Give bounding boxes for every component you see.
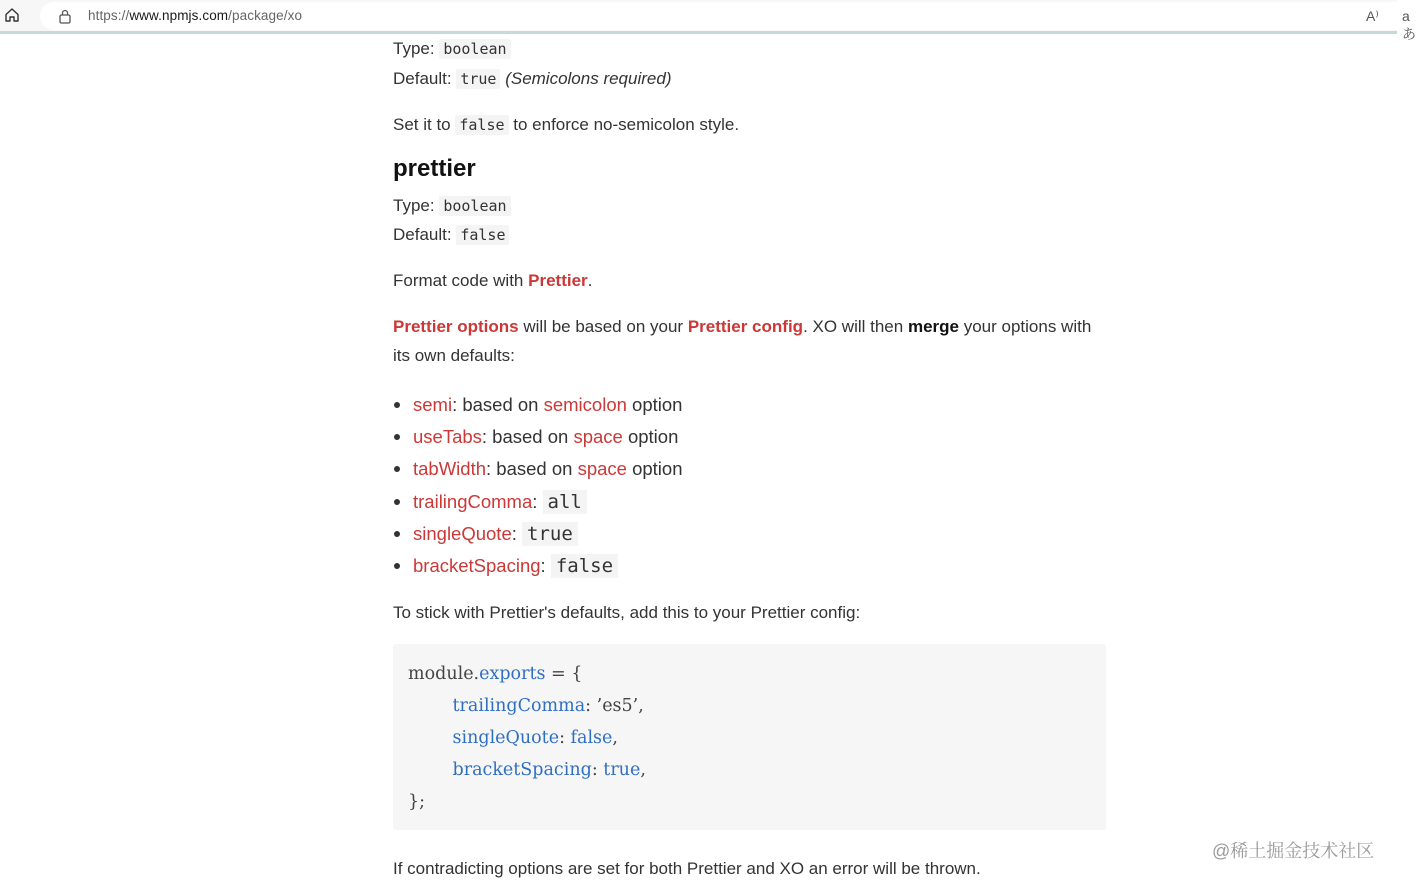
- list-item-tail: option: [632, 394, 683, 415]
- list-item: [393, 550, 1093, 582]
- type-value: boolean: [439, 39, 510, 59]
- prettier-heading: prettier: [393, 155, 476, 182]
- semi-link[interactable]: semi: [413, 394, 453, 415]
- code-token: singleQuote: [452, 728, 560, 748]
- code-token: :: [591, 760, 604, 780]
- code-token: : ’es5’,: [585, 696, 644, 716]
- type-label: Type:: [393, 39, 435, 58]
- semicolon-description: [393, 110, 739, 140]
- code-token: ,: [612, 728, 618, 748]
- bracketspacing-link[interactable]: bracketSpacing: [413, 554, 541, 576]
- space-option-link[interactable]: space: [573, 426, 623, 448]
- error-paragraph: If contradicting options are set for both Prettier and XO an error will be thrown.: [393, 859, 981, 878]
- code-token: ,: [640, 760, 646, 780]
- code-token: module.: [408, 664, 480, 684]
- list-item: [393, 453, 1093, 485]
- list-item-sep: : based on: [486, 458, 573, 480]
- code-token: };: [408, 792, 426, 812]
- list-item-tail: option: [632, 458, 683, 480]
- para-end: your options with: [963, 317, 1092, 336]
- list-item-sep: :: [540, 554, 546, 576]
- merge-bold: merge: [907, 317, 959, 336]
- list-item-tail: option: [627, 426, 679, 448]
- code-token: trailingComma: [452, 696, 586, 716]
- semicolon-default-line: [393, 64, 671, 94]
- list-item-value: true: [522, 522, 578, 546]
- default-label: Default:: [393, 69, 452, 88]
- url-scheme: https://: [88, 8, 130, 23]
- type-value: boolean: [439, 196, 510, 216]
- prettier-options-link[interactable]: Prettier options: [393, 317, 519, 336]
- code-token: true: [603, 760, 641, 780]
- default-value: false: [456, 225, 509, 245]
- default-value: true: [456, 69, 500, 89]
- prettier-link[interactable]: Prettier: [528, 271, 588, 290]
- list-item-sep: : based on: [452, 394, 539, 415]
- singlequote-link[interactable]: singleQuote: [413, 522, 512, 544]
- url-text[interactable]: [88, 8, 302, 23]
- watermark: @稀土掘金技术社区: [1212, 841, 1375, 861]
- code-token: exports: [479, 664, 546, 684]
- list-item: [393, 421, 1093, 453]
- home-icon[interactable]: [2, 5, 22, 25]
- lock-icon[interactable]: [58, 8, 72, 24]
- code-token: :: [559, 728, 571, 748]
- para-mid2: . XO will then: [803, 317, 904, 336]
- code-line: [408, 722, 1091, 754]
- list-item-value: false: [551, 554, 618, 578]
- para-mid1: will be based on your: [523, 317, 684, 336]
- translate-icon[interactable]: aあ: [1402, 8, 1416, 42]
- list-item-sep: :: [532, 490, 538, 512]
- code-line: [408, 658, 1091, 690]
- format-paragraph: [393, 266, 592, 295]
- code-token: false: [570, 728, 613, 748]
- code-line: [408, 786, 1091, 818]
- code-line: [408, 754, 1091, 786]
- browser-toolbar: [0, 0, 1416, 42]
- prettier-default-line: [393, 220, 509, 250]
- options-paragraph-line1: [393, 312, 1091, 341]
- list-item-sep: :: [511, 522, 517, 544]
- code-token: bracketSpacing: [452, 760, 592, 780]
- desc-code: false: [455, 115, 508, 135]
- semicolon-option-link[interactable]: semicolon: [543, 394, 627, 415]
- tabwidth-link[interactable]: tabWidth: [413, 458, 487, 480]
- list-item-sep: : based on: [481, 426, 569, 448]
- desc-post: to enforce no-semicolon style.: [513, 115, 740, 134]
- prettier-defaults-list: [393, 389, 1093, 582]
- prettier-config-link[interactable]: Prettier config: [687, 317, 804, 336]
- format-post: .: [587, 271, 593, 290]
- semicolon-type-line: [393, 34, 511, 64]
- default-note: (Semicolons required): [505, 69, 672, 88]
- url-path: /package/xo: [228, 8, 303, 23]
- space-option-link[interactable]: space: [577, 458, 627, 480]
- stick-defaults-paragraph: To stick with Prettier's defaults, add this to your Prettier config:: [393, 603, 861, 622]
- code-token: = {: [545, 664, 583, 684]
- type-label: Type:: [393, 196, 435, 215]
- list-item-value: all: [543, 490, 587, 514]
- list-item: [393, 486, 1093, 518]
- default-label: Default:: [393, 225, 452, 244]
- url-domain: www.npmjs.com: [129, 8, 229, 23]
- list-item: [393, 518, 1093, 550]
- trailingcomma-link[interactable]: trailingComma: [413, 490, 533, 512]
- read-aloud-icon[interactable]: A⁾: [1366, 8, 1379, 24]
- desc-pre: Set it to: [393, 115, 451, 134]
- list-item: [393, 389, 1093, 421]
- address-bar[interactable]: [40, 2, 1416, 42]
- format-pre: Format code with: [393, 271, 524, 290]
- prettier-type-line: [393, 191, 511, 221]
- code-line: [408, 690, 1091, 722]
- prettier-config-code-block[interactable]: [393, 644, 1106, 830]
- usetabs-link[interactable]: useTabs: [413, 426, 482, 448]
- options-paragraph-line2: its own defaults:: [393, 346, 515, 365]
